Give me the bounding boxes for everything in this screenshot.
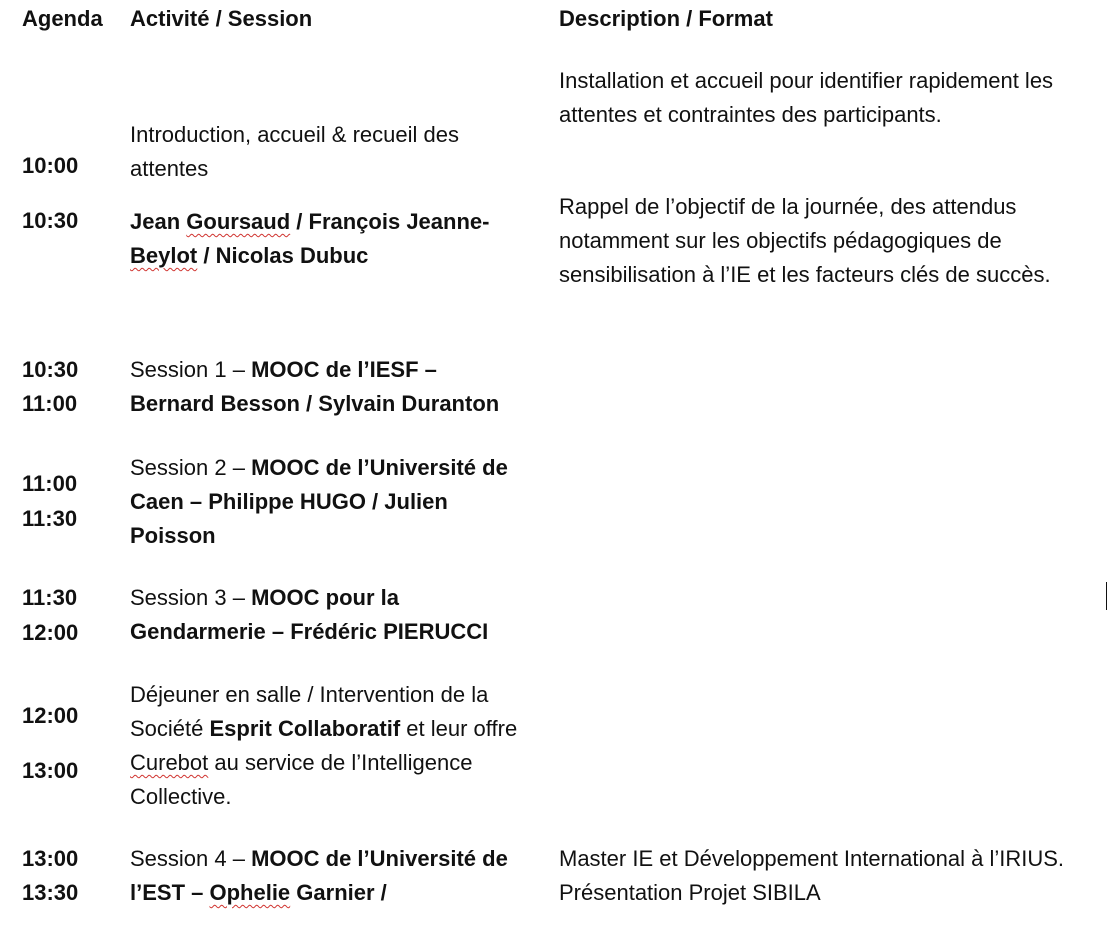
session-speakers: Gendarmerie – Frédéric PIERUCCI	[130, 619, 489, 644]
header-description: Description / Format	[559, 6, 773, 31]
session-prefix: Session 2 –	[130, 455, 252, 480]
row2-activity	[130, 353, 555, 421]
session-title: MOOC de l’Université de Caen – Philippe HUGO / Julien Poisson	[130, 455, 508, 548]
text-cursor	[1106, 582, 1107, 610]
speaker-text: Jean	[130, 209, 187, 234]
row1-description-1: Installation et accueil pour identifier rapidement les attentes et contraintes des participants.	[559, 68, 1054, 127]
session-title: MOOC de l’IESF –	[251, 357, 437, 382]
lunch-text: au service de l’Intelligence Collective.	[130, 750, 473, 809]
speaker-text: / Nicolas Dubuc	[197, 243, 369, 268]
session-prefix: Session 1 –	[130, 357, 252, 382]
row2-start-time: 10:30	[22, 357, 79, 382]
row6-end-time: 13:30	[22, 880, 79, 905]
row1-activity-line2: attentes	[130, 156, 209, 181]
company-name: Esprit Collaboratif	[209, 716, 401, 741]
row1-start-time: 10:00	[22, 153, 79, 178]
row6-activity	[130, 842, 555, 910]
session-speakers: Garnier /	[290, 880, 387, 905]
row4-start-time: 11:30	[22, 585, 78, 610]
row4-activity	[130, 581, 555, 649]
product-name: Curebot	[130, 750, 209, 775]
row6-start-time: 13:00	[22, 846, 79, 871]
row3-start-time: 11:00	[22, 471, 78, 496]
session-speakers: Bernard Besson / Sylvain Duranton	[130, 391, 500, 416]
header-activity: Activité / Session	[130, 6, 313, 31]
lunch-text: et leur offre	[400, 716, 518, 741]
row1-activity	[130, 118, 555, 186]
row1-activity-line1: Introduction, accueil & recueil des	[130, 122, 459, 147]
row2-end-time: 11:00	[22, 391, 78, 416]
row1-description-2: Rappel de l’objectif de la journée, des attendus notamment sur les objectifs pédagogiques de sensibilisation à l’IE et les facteurs clés de succès.	[559, 194, 1051, 287]
speaker-misspelled: Beylot	[130, 243, 198, 268]
row6-description: Master IE et Développement International à l’IRIUS. Présentation Projet SIBILA	[559, 846, 1065, 905]
row5-start-time: 12:00	[22, 703, 79, 728]
row1-speakers	[130, 205, 555, 273]
lunch-text: Déjeuner en salle / Intervention de la Société	[130, 682, 489, 741]
row3-activity	[130, 451, 530, 553]
session-title: MOOC de l’Université de l’EST –	[130, 846, 508, 905]
session-prefix: Session 4 –	[130, 846, 252, 871]
row5-activity	[130, 678, 550, 814]
speaker-text: / François Jeanne-	[290, 209, 490, 234]
row1-end-time: 10:30	[22, 208, 79, 233]
session-title: MOOC pour la	[251, 585, 399, 610]
speaker-misspelled: Ophelie	[209, 880, 291, 905]
row3-end-time: 11:30	[22, 506, 78, 531]
row4-end-time: 12:00	[22, 620, 79, 645]
header-agenda: Agenda	[22, 6, 103, 31]
session-prefix: Session 3 –	[130, 585, 252, 610]
row5-end-time: 13:00	[22, 758, 79, 783]
speaker-misspelled: Goursaud	[186, 209, 291, 234]
